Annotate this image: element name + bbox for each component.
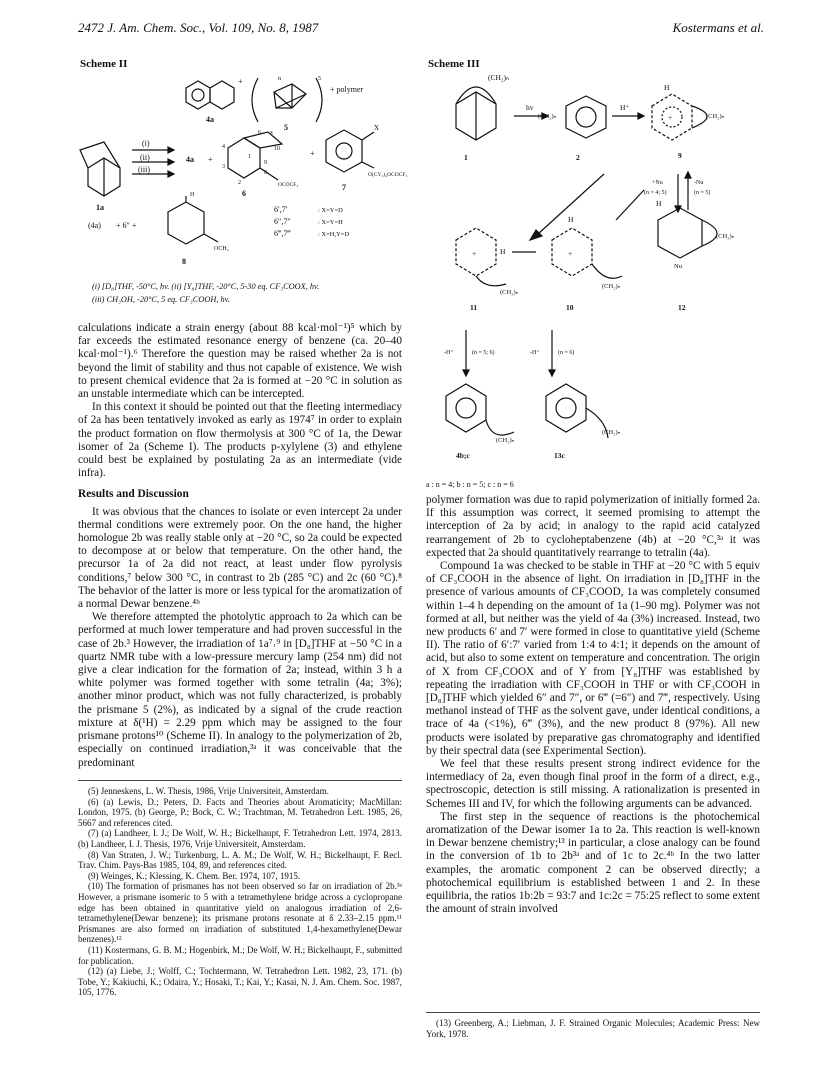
compound-4a-product: 4a — [186, 155, 194, 164]
compound-4a: 4a — [206, 115, 214, 124]
ch2n-9: (CH₂)ₙ — [706, 113, 725, 120]
product-6pp7pp: 6″,7″ — [274, 217, 291, 226]
minus-hplus-1: -H⁺ — [444, 350, 454, 356]
scheme-ii-polymer: + polymer — [330, 85, 364, 94]
ch2n-12: (CH₂)ₙ — [716, 233, 735, 240]
compound-6: 6 — [242, 189, 246, 198]
step-iii: (iii) — [138, 165, 150, 174]
left-column-body — [78, 322, 402, 770]
compound-2: 2 — [576, 153, 580, 162]
scheme-ii-plus-2: + — [208, 155, 213, 164]
right-column-body — [426, 494, 760, 917]
scheme-ii-caption-1: (i) [D₈]THF, -50°C, hv. (ii) [Y₈]THF, -20°C, 5-30 eq. CF₃COOX, hv. — [92, 282, 320, 291]
scheme-ii-plus-1: + — [238, 77, 243, 86]
h-atom-12: H — [656, 199, 662, 208]
subscript-5: 5 — [318, 76, 321, 82]
h-atom-9: H — [664, 83, 670, 92]
locant-10: 10 — [274, 146, 280, 152]
ch2n-13c: (CH₂)ₙ — [602, 429, 621, 436]
footnotes-right — [426, 1018, 760, 1039]
ch2n-11: (CH₂)ₙ — [500, 289, 519, 296]
ch2n-4bc: (CH₂)ₙ — [496, 437, 515, 444]
paragraph: In this context it should be pointed out that the fleeting intermediacy of 2a has been tentatively invoked as early as 1974⁷ in order to explain the product formation on flow thermolysis at 300 °C of 1a, the Dewar isomer of 2a (Scheme I). The products p-xylylene (3) and ethylene could best be explained by postulating 2a as an intermediate (vide infra). — [78, 401, 402, 480]
footnote: (13) Greenberg, A.; Liebman, J. F. Strained Organic Molecules; Academic Press: New York, 1978. — [426, 1018, 760, 1039]
och3-substituent: OCH₃ — [214, 246, 229, 252]
arrow-hv: hv — [526, 103, 534, 112]
journal-citation: 2472 J. Am. Chem. Soc., Vol. 109, No. 8, 1987 — [78, 20, 319, 35]
n-4-5: (n = 4; 5) — [644, 190, 667, 196]
scheme-ii-title: Scheme II — [80, 58, 128, 70]
scheme-iii-figure — [426, 70, 766, 470]
compound-7: 7 — [342, 183, 346, 192]
scheme-ii-plus-4: + 6″ + — [116, 221, 137, 230]
footnote: (9) Weinges, K.; Klessing, K. Chem. Ber. 1974, 107, 1915. — [88, 870, 301, 881]
footnote: (5) Jenneskens, L. W. Thesis, 1986, Vrije Universiteit, Amsterdam. — [88, 786, 329, 796]
cation-plus-11: + — [472, 249, 477, 258]
arrow-hplus: H⁺ — [620, 103, 630, 112]
scheme-ii-figure — [78, 72, 408, 302]
locant-9: 9 — [264, 160, 267, 166]
step-i: (i) — [142, 139, 150, 148]
ocy-substituent: O(CY₂)₄OCOCF₃ — [368, 172, 408, 178]
ch2n-1: (CH₂)ₙ — [488, 73, 510, 82]
paragraph: The first step in the sequence of reactions is the photochemical aromatization of the Dewar isomer 1a to 2a. This reaction is well-known in Dewar benzene chemistry;¹³ in particular, a close analogy can be found in the conversion of 1b to 2b³ᵃ and of 1c to 2c.⁴ᵇ In the two latter examples, the aromatic component 2 can be observed directly; a photochemical equilibrium is established between 1 and 2. In these equilibria, the ratios 1b:2b = 93:7 and 1c:2c = 75:25 reflect to some extent the amount of strain involved — [426, 810, 760, 916]
footnote: (10) The formation of prismanes has not been observed so far on irradiation of 2b.³ᵃ However, a prismane isomeric to 5 with a tetramethylene bridge across a cyclopropane edge has been obtained in quantitative yield on analogous irradiation of 2,6-tetramethylene(Dewar benzene); its prismane protons resonate at δ 2.33–2.15 ppm.¹¹ Prismanes are also formed on irradiation of substituted 1,4-hexamethylene(Dewar benzenes).¹² — [78, 881, 402, 945]
locant-2: 2 — [238, 180, 241, 186]
minus-hplus-2: -H⁺ — [530, 350, 540, 356]
locant-3: 3 — [222, 164, 225, 170]
paragraph: We feel that these results present strong indirect evidence for the intermediacy of 2a, even though final proof in the form of a direct, e.g., spectroscopic, detection is still missing. A rationalization is presented in Schemes III and IV, for which the following arguments can be advanced. — [426, 758, 760, 810]
paragraph: We therefore attempted the photolytic approach to 2a which can be performed at much lower temperature and had proven successful in the case of 2b.³ However, the irradiation of 1a⁷˒⁹ in [D₈]THF at −50 °C in a quartz NMR tube with a low-pressure mercury lamp (254 nm) did not give a clear indication for the formation of 2a; instead, within 3 h a white polymer was formed together with some tetralin (4a; 3%); another minor product, which was not fully characterized, is probably the prismane 5 (2%), as indicated by a signal of the crude reaction mixture at δ(¹H) = 2.29 ppm which may be assigned to the four prismane protons¹⁰ (Scheme II). In analogy to the polymerization of 2b, especially on continued irradiation,³ᵃ it was conceivable that the predominant — [78, 611, 402, 769]
section-heading: Results and Discussion — [78, 488, 189, 501]
compound-5: 5 — [284, 123, 288, 132]
paragraph: calculations indicate a strain energy (about 88 kcal·mol⁻¹)⁵ which by far exceeds the estimated resonance energy of benzene (ca. 20–40 kcal·mol⁻¹).⁶ Therefore the question may be raised whether 2a is not beyond the limit of stability and thus not capable of existence. We wish to present chemical evidence that 2a is formed at −20 °C in solution as an unstable intermediate which can be intercepted. — [78, 322, 402, 401]
locant-6: 6 — [258, 130, 261, 136]
compound-4a-paren: (4a) — [88, 221, 101, 230]
compound-12: 12 — [678, 303, 686, 312]
oco-substituent: OCOCF₃ — [278, 182, 299, 188]
footnote: (7) (a) Landheer, I. J.; De Wolf, W. H.; Bickelhaupt, F. Tetrahedron Lett. 1974, 2813. (b) Landheer, I. J. Thesis, 1976, Vrije Universiteit, Amsterdam. — [78, 828, 402, 849]
product-6pp7pp-value: : X=Y=H — [318, 219, 343, 226]
locant-8: 8 — [264, 170, 267, 176]
h-atom-10: H — [568, 215, 574, 224]
scheme-iii-legend: a : n = 4; b : n = 5; c : n = 6 — [426, 480, 514, 489]
product-6p7p: 6′,7′ — [274, 205, 288, 214]
footnotes-left — [78, 786, 402, 998]
product-6ppp7ppp: 6‴,7‴ — [274, 229, 291, 238]
paragraph: polymer formation was due to rapid polymerization of initially formed 2a. If this assumption was correct, it seemed promising to attempt the interception of 2a by acid; in analogy to the rapid acid catalyzed rearrangement of 2b to cycloheptabenzene (4b) at −20 °C,³ᵃ it was expected that 2a should quantitatively rearrange to tetralin (4a). — [426, 494, 760, 559]
remove-nu: -Nu — [694, 180, 704, 186]
footnote-rule — [78, 780, 402, 781]
cation-plus-9: + — [668, 113, 673, 122]
add-nu: +Nu — [652, 180, 663, 186]
paragraph: Compound 1a was checked to be stable in THF at −20 °C with 5 equiv of CF₃COOH in the absence of light. On irradiation in [D₈]THF in the presence of various amounts of CF₃COOD, 1a was completely consumed within 1–4 h depending on the amount of 1a (1–90 mg). Polymer was not formed at all, but neither was the yield of 4a (3%) increased. Instead, two new products 6′ and 7′ were formed in close to quantitative yield (Scheme II). The ratio of 6′:7′ varied from 1:4 to 4:1; it depends on the amount of acid, but also to some extent on temperature and concentration. The origin of X from CF₃COOX and of Y from [Y₈]THF was established by repeating the irradiation with CF₃COOH in THF or with CF₃COOH in [D₈]THF which yielded 6″ and 7″, or 6‴ (=6″) and 7‴, respectively. Using methanol instead of THF as the solvent gave, under identical conditions, a trace of 4a (<1%), 6‴ (3%), and the new product 8 (97%). All new products were isolated by preparative gas chromatography and identified by their spectral data (see Experimental Section). — [426, 560, 760, 757]
compound-4bc: 4b;c — [456, 451, 470, 460]
footnote: (11) Kostermans, G. B. M.; Hogenbirk, M.; De Wolf, W. H.; Bickelhaupt, F., submitted for publication. — [78, 944, 402, 966]
n-6: (n = 6) — [558, 350, 575, 356]
subscript-n: n — [278, 76, 281, 82]
h-atom: H — [190, 192, 195, 198]
n-5: (n = 5) — [694, 190, 711, 196]
nu-12: Nu — [674, 263, 682, 270]
h-atom-11: H — [500, 247, 506, 256]
compound-8: 8 — [182, 257, 186, 266]
cation-plus-10: + — [568, 249, 573, 258]
footnote: (6) (a) Lewis, D.; Peters, D. Facts and Theories about Aromaticity; MacMillan: London, 1975. (b) George, P.; Bock, C. W.; Trachtman, M. Tetrahedron Lett. 1985, 26, 5667 and references cited. — [78, 796, 402, 828]
compound-11: 11 — [470, 303, 478, 312]
footnote: (12) (a) Liebe, J.; Wolff, C.; Tochtermann, W. Tetrahedron Lett. 1982, 23, 171. (b) Tobe, Y.; Kakiuchi, K.; Odaira, Y.; Hosaki, T.; Kai, Y.; Kasai, N. J. Am. Chem. Soc. 1987, 105, 1776. — [78, 966, 402, 998]
product-6ppp7ppp-value: : X=H,Y=D — [318, 231, 350, 238]
paragraph: It was obvious that the chances to isolate or even intercept 2a under thermal conditions were extremely poor. On the one hand, the higher homologue 2b was really stable only at −20 °C, so 2a could be expected to decompose at or below that temperature. On the other hand, the precursor 1a of 2a did not react, at least under flow pyrolysis conditions,⁷ below 300 °C, in contrast to 2b (285 °C) and 2c (60 °C).⁸ The behavior of the latter is more or less typical for the aromatization of a normal Dewar benzene.⁴ᵇ — [78, 505, 402, 611]
compound-1a: 1a — [96, 203, 104, 212]
compound-1: 1 — [464, 153, 468, 162]
locant-1: 1 — [248, 154, 251, 160]
scheme-ii-plus-3: + — [310, 149, 315, 158]
locant-x: x — [270, 130, 273, 136]
running-header — [78, 20, 764, 40]
product-6p7p-value: : X=Y=D — [318, 207, 343, 214]
author-running-head: Kostermans et al. — [672, 20, 764, 35]
n-5-6: (n = 5; 6) — [472, 350, 495, 356]
scheme-iii-title: Scheme III — [428, 58, 480, 70]
ch2n-10: (CH₂)ₙ — [602, 283, 621, 290]
compound-10: 10 — [566, 303, 574, 312]
locant-4: 4 — [222, 144, 225, 150]
step-ii: (ii) — [140, 153, 150, 162]
compound-9: 9 — [678, 151, 682, 160]
x-substituent: X — [374, 124, 380, 132]
scheme-ii-caption-2: (iii) CH₃OH, -20°C, 5 eq. CF₃COOH, hv. — [92, 295, 230, 304]
compound-13c: 13c — [554, 451, 565, 460]
footnote: (8) Van Straten, J. W.; Turkenburg, L. A. M.; De Wolf, W. H.; Bickelhaupt, F. Recl. Trav. Chim. Pays-Bas 1985, 104, 89, and references cited. — [78, 849, 402, 871]
footnote-rule-right — [426, 1012, 760, 1013]
ch2n-2: (CH₂)ₙ — [538, 113, 557, 120]
